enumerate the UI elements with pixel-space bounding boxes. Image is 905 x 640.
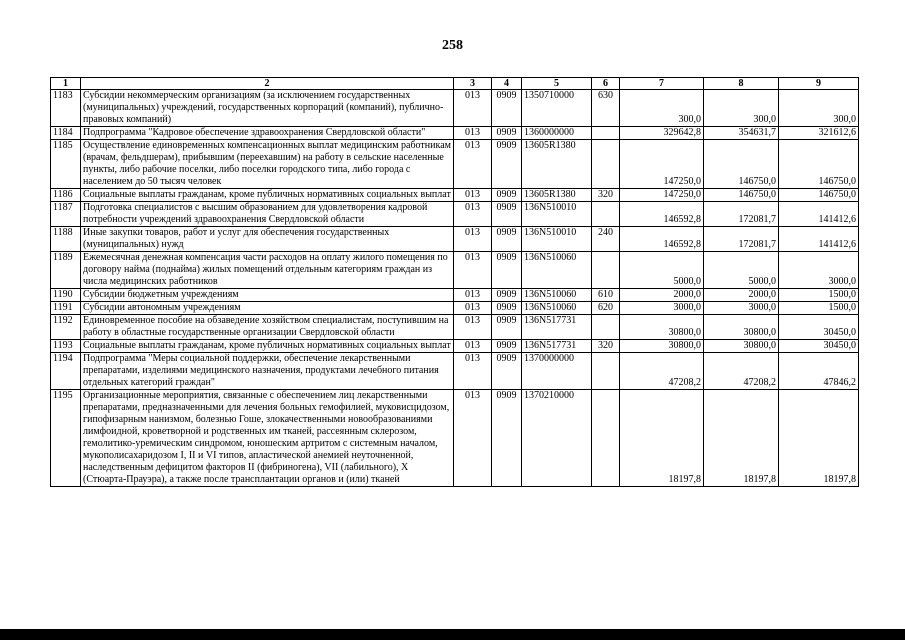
row-code-target: 136N517731 [522,315,592,340]
row-code-type [592,127,620,140]
row-code-type [592,140,620,189]
row-amount-2: 18197,8 [704,390,779,487]
row-number: 1194 [51,353,81,390]
header-cell-8: 8 [704,78,779,90]
row-code-ministry: 013 [454,140,492,189]
row-amount-3: 47846,2 [779,353,859,390]
row-amount-2: 172081,7 [704,227,779,252]
table-row [51,340,859,353]
row-code-type [592,390,620,487]
header-cell-9: 9 [779,78,859,90]
row-amount-1: 300,0 [620,90,704,127]
row-code-section: 0909 [492,127,522,140]
row-amount-3: 1500,0 [779,302,859,315]
row-code-ministry: 013 [454,289,492,302]
row-code-section: 0909 [492,189,522,202]
row-number: 1183 [51,90,81,127]
header-cell-5: 5 [522,78,592,90]
row-code-section: 0909 [492,140,522,189]
row-number: 1189 [51,252,81,289]
row-amount-3: 30450,0 [779,315,859,340]
table-row [51,202,859,227]
row-amount-3: 146750,0 [779,189,859,202]
row-amount-2: 30800,0 [704,315,779,340]
row-number: 1193 [51,340,81,353]
row-code-section: 0909 [492,390,522,487]
table-row [51,315,859,340]
row-amount-2: 354631,7 [704,127,779,140]
row-code-type: 240 [592,227,620,252]
row-name: Подпрограмма "Меры социальной поддержки, обеспечение лекарственными препаратами, изделиями медицинского назначения, продуктами лечебного питания отдельных категорий граждан" [81,353,454,390]
row-amount-2: 146750,0 [704,140,779,189]
row-code-target: 13605R1380 [522,140,592,189]
row-code-section: 0909 [492,252,522,289]
row-amount-1: 147250,0 [620,189,704,202]
row-amount-2: 30800,0 [704,340,779,353]
row-code-ministry: 013 [454,340,492,353]
budget-table [50,77,859,487]
row-code-type: 320 [592,189,620,202]
row-code-ministry: 013 [454,227,492,252]
row-amount-3: 321612,6 [779,127,859,140]
row-amount-3: 1500,0 [779,289,859,302]
row-code-target: 1350710000 [522,90,592,127]
row-code-type [592,252,620,289]
row-number: 1187 [51,202,81,227]
table-row [51,289,859,302]
row-code-target: 136N517731 [522,340,592,353]
header-cell-2: 2 [81,78,454,90]
row-amount-2: 5000,0 [704,252,779,289]
row-code-target: 1370000000 [522,353,592,390]
row-code-section: 0909 [492,353,522,390]
row-code-section: 0909 [492,289,522,302]
row-amount-1: 30800,0 [620,340,704,353]
row-amount-1: 147250,0 [620,140,704,189]
row-code-target: 136N510060 [522,302,592,315]
table-row [51,390,859,487]
row-number: 1195 [51,390,81,487]
row-number: 1185 [51,140,81,189]
row-name: Субсидии автономным учреждениям [81,302,454,315]
table-row [51,127,859,140]
row-name: Осуществление единовременных компенсационных выплат медицинским работникам (врачам, фельдшерам), прибывшим (переехавшим) на работу в сельские населенные пункты, либо рабочие поселки, либо поселки городского типа, либо города с населением до 50 тысяч человек [81,140,454,189]
row-amount-3: 30450,0 [779,340,859,353]
row-code-type: 610 [592,289,620,302]
table-row [51,302,859,315]
header-cell-4: 4 [492,78,522,90]
row-code-ministry: 013 [454,302,492,315]
row-number: 1191 [51,302,81,315]
row-amount-1: 18197,8 [620,390,704,487]
table-row [51,252,859,289]
row-amount-1: 47208,2 [620,353,704,390]
row-code-target: 136N510010 [522,227,592,252]
row-code-target: 1370210000 [522,390,592,487]
row-name: Организационные мероприятия, связанные с обеспечением лиц лекарственными препаратами, предназначенными для лечения больных гемофилией, муковисцидозом, гипофизарным нанизмом, болезнью Гоше, злокачественными новообразованиями лимфоидной, кроветворной и родственных им тканей, рассеянным склерозом, гемолитико-уремическим синдромом, юношеским артритом с системным началом, мукополисахаридозом I, II и VI типов, апластической анемией неуточненной, наследственным дефицитом факторов II (фибриногена), VII (лабильного), X (Стюарта-Прауэра), а также после трансплантации органов и (или) тканей [81,390,454,487]
row-code-type [592,202,620,227]
row-code-section: 0909 [492,340,522,353]
row-amount-2: 146750,0 [704,189,779,202]
row-code-type: 620 [592,302,620,315]
row-code-ministry: 013 [454,252,492,289]
row-code-target: 136N510060 [522,252,592,289]
row-number: 1184 [51,127,81,140]
row-amount-2: 172081,7 [704,202,779,227]
row-code-ministry: 013 [454,90,492,127]
row-code-ministry: 013 [454,315,492,340]
row-number: 1186 [51,189,81,202]
row-code-ministry: 013 [454,189,492,202]
header-cell-7: 7 [620,78,704,90]
row-name: Иные закупки товаров, работ и услуг для обеспечения государственных (муниципальных) нужд [81,227,454,252]
row-amount-3: 141412,6 [779,202,859,227]
table-row [51,227,859,252]
row-code-ministry: 013 [454,353,492,390]
row-name: Ежемесячная денежная компенсация части расходов на оплату жилого помещения по договору найма (поднайма) жилых помещений отдельным категориям граждан из числа медицинских работников [81,252,454,289]
row-amount-3: 3000,0 [779,252,859,289]
table-row [51,353,859,390]
row-amount-1: 30800,0 [620,315,704,340]
row-code-ministry: 013 [454,390,492,487]
row-code-ministry: 013 [454,127,492,140]
row-name: Субсидии бюджетным учреждениям [81,289,454,302]
row-amount-2: 3000,0 [704,302,779,315]
row-amount-1: 3000,0 [620,302,704,315]
row-amount-1: 5000,0 [620,252,704,289]
row-name: Субсидии некоммерческим организациям (за исключением государственных (муниципальных) учреждений, государственных корпораций (компаний), публично-правовых компаний) [81,90,454,127]
header-cell-3: 3 [454,78,492,90]
header-cell-1: 1 [51,78,81,90]
row-number: 1188 [51,227,81,252]
row-name: Социальные выплаты гражданам, кроме публичных нормативных социальных выплат [81,340,454,353]
row-amount-2: 2000,0 [704,289,779,302]
row-name: Подпрограмма "Кадровое обеспечение здравоохранения Свердловской области" [81,127,454,140]
row-amount-3: 141412,6 [779,227,859,252]
row-amount-1: 329642,8 [620,127,704,140]
row-amount-1: 146592,8 [620,202,704,227]
row-number: 1190 [51,289,81,302]
row-code-section: 0909 [492,227,522,252]
row-code-target: 136N510060 [522,289,592,302]
row-amount-1: 2000,0 [620,289,704,302]
row-amount-3: 146750,0 [779,140,859,189]
table-row [51,140,859,189]
row-amount-1: 146592,8 [620,227,704,252]
row-code-type: 320 [592,340,620,353]
row-code-ministry: 013 [454,202,492,227]
table-row [51,90,859,127]
row-code-target: 1360000000 [522,127,592,140]
row-amount-3: 300,0 [779,90,859,127]
row-code-section: 0909 [492,302,522,315]
row-code-section: 0909 [492,202,522,227]
row-code-type [592,315,620,340]
row-code-section: 0909 [492,90,522,127]
row-code-target: 13605R1380 [522,189,592,202]
header-row [51,78,859,90]
row-number: 1192 [51,315,81,340]
row-code-type: 630 [592,90,620,127]
row-name: Подготовка специалистов с высшим образованием для удовлетворения кадровой потребности учреждений здравоохранения Свердловской области [81,202,454,227]
scan-bottom-edge [0,629,905,640]
row-amount-2: 300,0 [704,90,779,127]
row-name: Единовременное пособие на обзаведение хозяйством специалистам, поступившим на работу в областные государственные организации Свердловской области [81,315,454,340]
row-amount-3: 18197,8 [779,390,859,487]
page-number: 258 [442,38,463,53]
table-row [51,189,859,202]
row-name: Социальные выплаты гражданам, кроме публичных нормативных социальных выплат [81,189,454,202]
header-cell-6: 6 [592,78,620,90]
row-code-section: 0909 [492,315,522,340]
row-code-type [592,353,620,390]
row-code-target: 136N510010 [522,202,592,227]
row-amount-2: 47208,2 [704,353,779,390]
